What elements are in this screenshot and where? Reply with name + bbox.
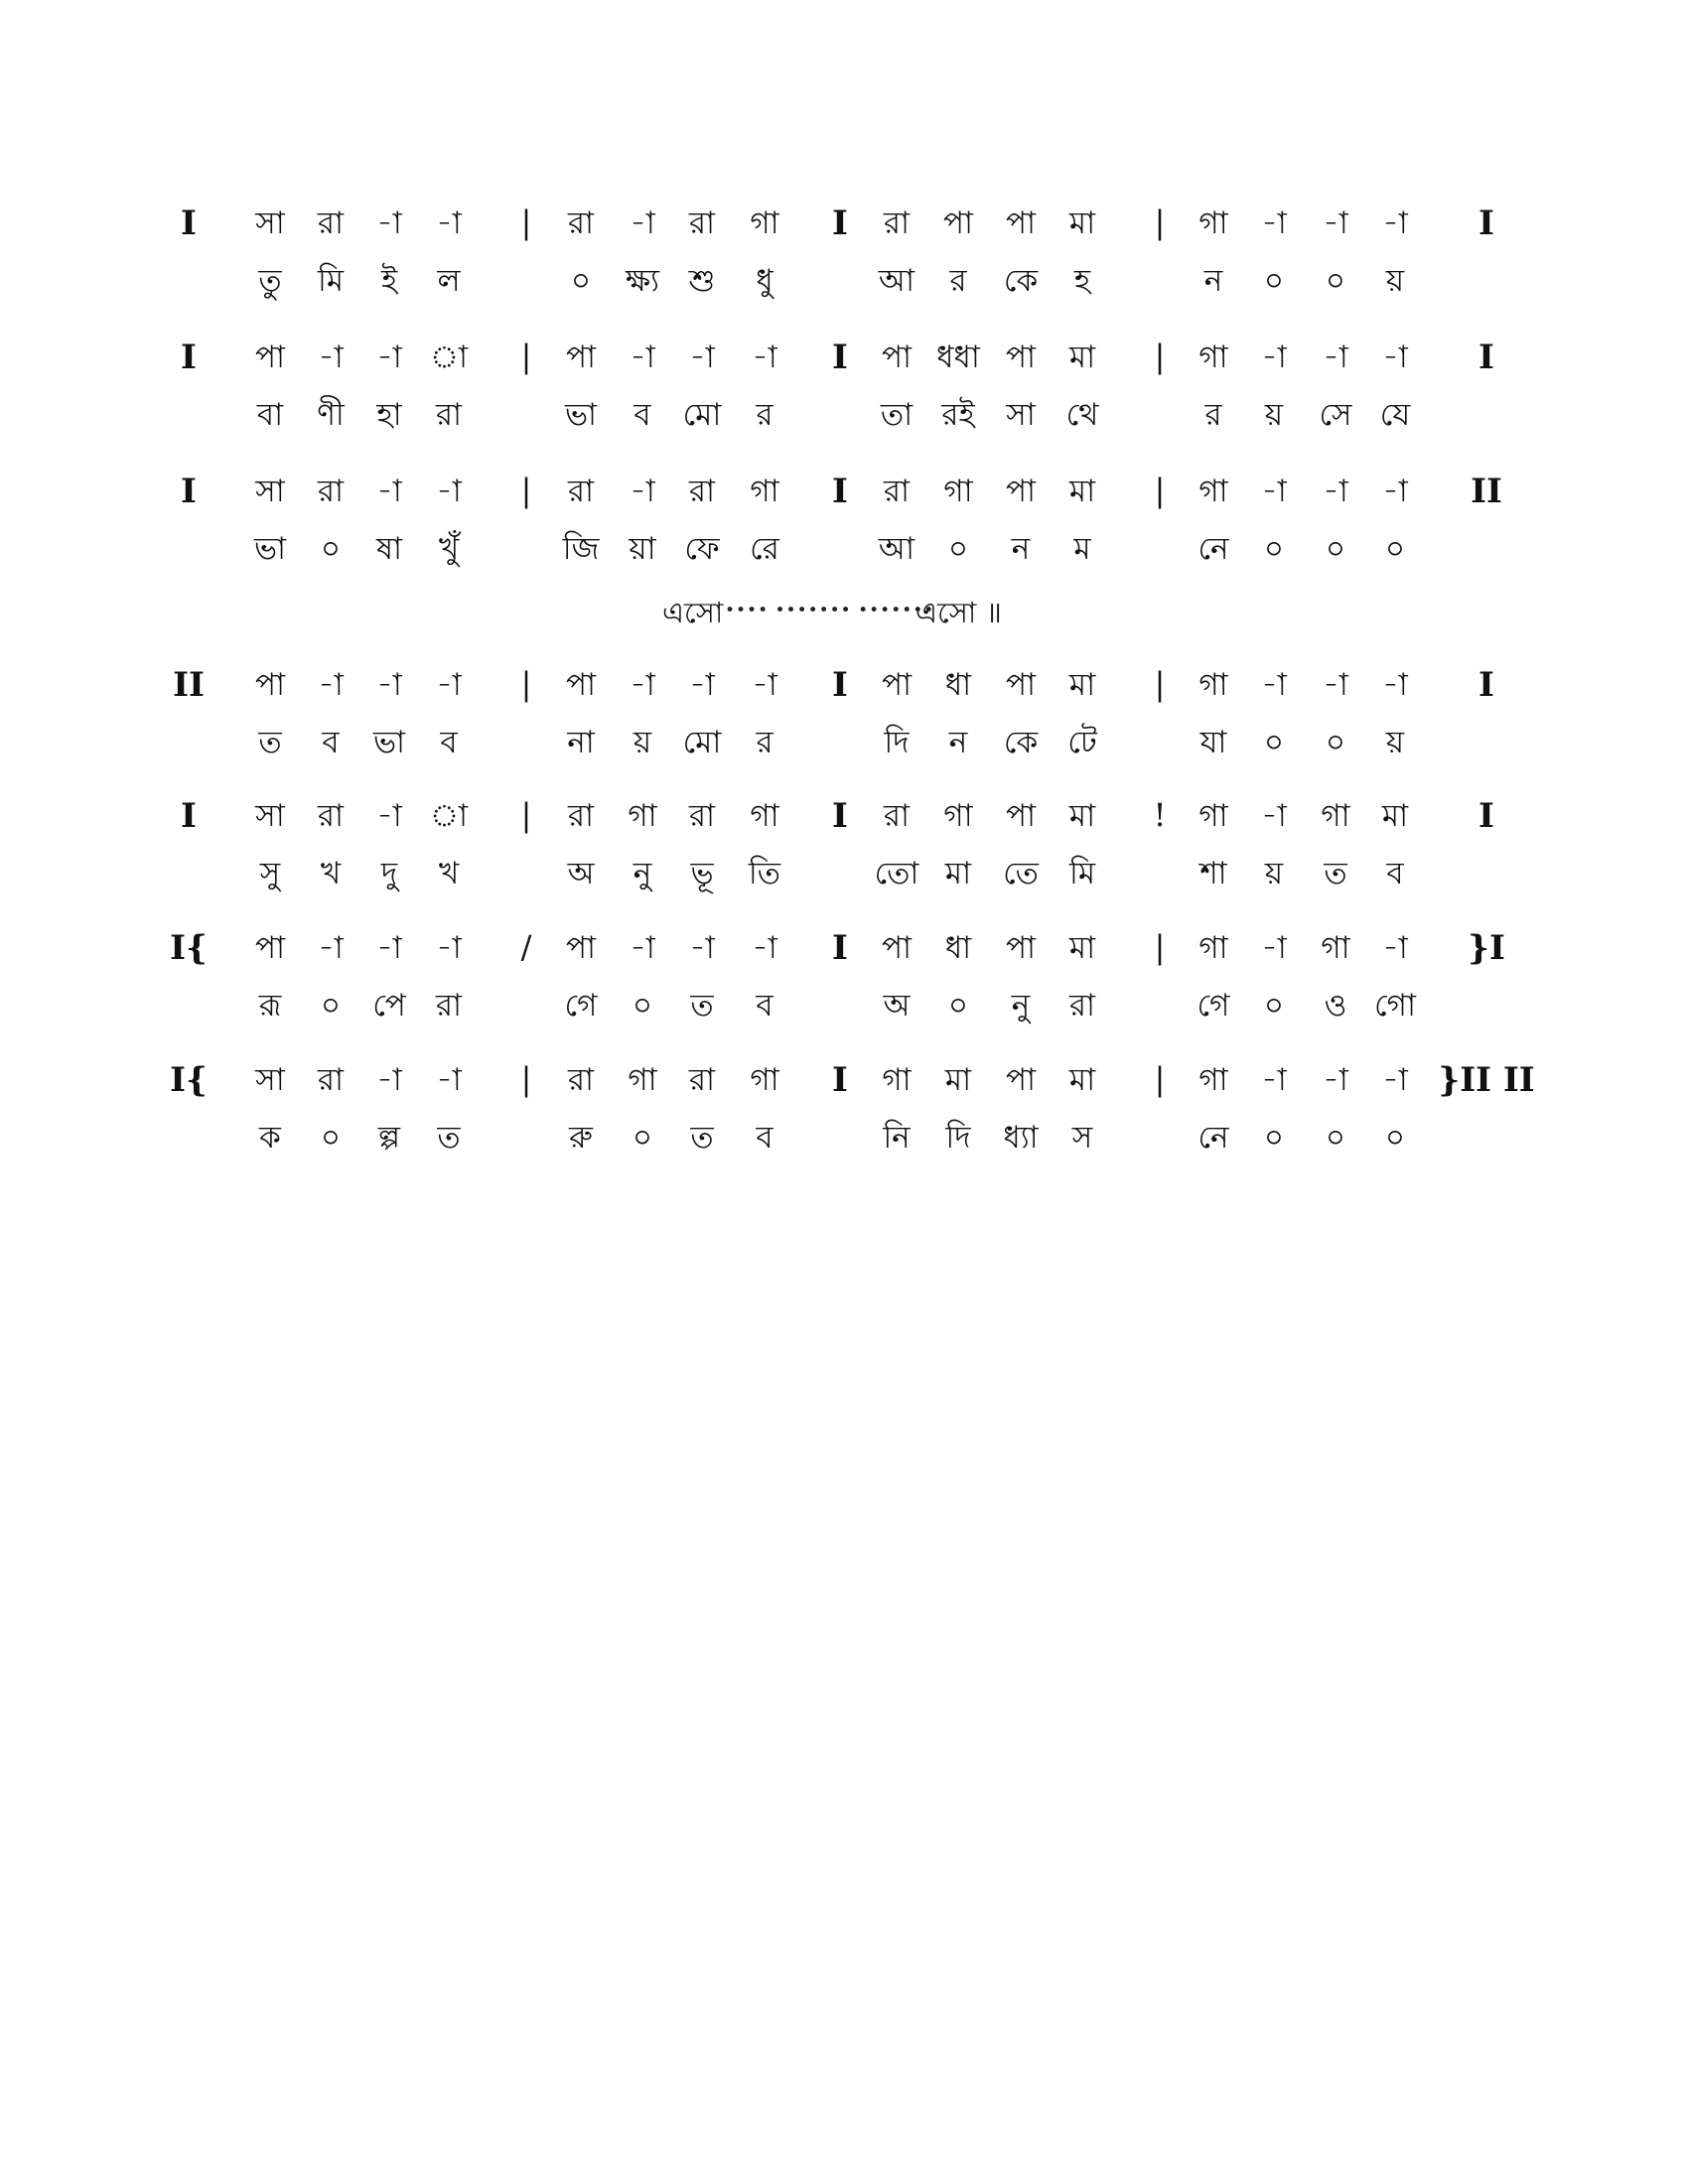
- swara-note: সা: [255, 205, 285, 241]
- lyric-syllable: ত: [258, 725, 282, 760]
- swara-note: রা: [567, 1062, 595, 1098]
- bar-line: |: [1154, 204, 1166, 241]
- bar-line: I: [832, 338, 848, 377]
- stanza-2: [0, 338, 1688, 462]
- lyric-syllable: ও: [1324, 988, 1347, 1024]
- swara-note: পা: [565, 340, 597, 375]
- swara-note: -া: [436, 930, 462, 966]
- swara-note: গা: [943, 474, 973, 509]
- lyric-syllable: নি: [883, 1120, 911, 1156]
- bar-line: |: [520, 338, 532, 375]
- lyric-syllable: ০: [1263, 531, 1285, 567]
- lyric-syllable: রই: [941, 397, 975, 433]
- lyric-syllable: নু: [633, 856, 652, 891]
- swara-note: পা: [1005, 340, 1037, 375]
- lyric-syllable: ন: [948, 725, 968, 760]
- swara-note: -া: [630, 667, 655, 703]
- bar-line: |: [520, 472, 532, 509]
- lyric-syllable: তো: [874, 856, 919, 891]
- swara-note: -া: [1323, 1062, 1348, 1098]
- swara-note: -া: [376, 1062, 402, 1098]
- swara-note: -া: [1382, 340, 1408, 375]
- lyric-syllable: তা: [880, 397, 914, 433]
- swara-note: সা: [255, 798, 285, 834]
- swara-note: রা: [688, 1062, 716, 1098]
- swara-note: -া: [436, 1062, 462, 1098]
- lyric-syllable: র: [1204, 397, 1222, 433]
- interlude-start-word: এসো: [662, 596, 724, 629]
- swara-note: পা: [881, 340, 913, 375]
- lyric-syllable: ০: [320, 988, 342, 1024]
- lyric-syllable: হা: [376, 397, 402, 433]
- bar-line: I: [832, 796, 848, 836]
- lyric-syllable: ম: [1073, 531, 1091, 567]
- swara-note: -া: [630, 340, 655, 375]
- swara-note: পা: [254, 340, 286, 375]
- bar-line: I: [181, 204, 197, 243]
- lyric-syllable: ত: [1324, 856, 1347, 891]
- swara-note: -া: [1261, 930, 1287, 966]
- swara-note: গা: [1198, 474, 1228, 509]
- bar-line: I: [832, 928, 848, 968]
- lyric-syllable: ০: [632, 1120, 653, 1156]
- swara-note: মা: [944, 1062, 972, 1098]
- lyric-syllable: সা: [1006, 397, 1036, 433]
- swara-note: গা: [1198, 1062, 1228, 1098]
- lyric-syllable: মি: [1068, 856, 1096, 891]
- swara-note: গা: [750, 205, 779, 241]
- bar-line: I: [181, 796, 197, 836]
- bar-line: I: [832, 1060, 848, 1100]
- lyric-syllable: তু: [258, 263, 282, 299]
- swara-note: -া: [376, 205, 402, 241]
- stanza-6: [0, 928, 1688, 1052]
- swara-note: -া: [752, 930, 777, 966]
- swara-note: -া: [1261, 205, 1287, 241]
- swara-note: -া: [1382, 205, 1408, 241]
- swara-note: গা: [1198, 205, 1228, 241]
- bar-line: |: [1154, 1060, 1166, 1098]
- swara-note: পা: [1005, 667, 1037, 703]
- lyric-syllable: ০: [1325, 1120, 1346, 1156]
- lyric-syllable: ভা: [564, 397, 598, 433]
- lyric-syllable: ০: [1263, 988, 1285, 1024]
- bar-line: }II II: [1438, 1060, 1535, 1100]
- lyric-syllable: ০: [632, 988, 653, 1024]
- bar-line: I: [1478, 204, 1494, 243]
- lyric-syllable: ল: [437, 263, 461, 299]
- swara-note: -া: [1261, 340, 1287, 375]
- lyric-syllable: ফে: [684, 531, 720, 567]
- lyric-syllable: যা: [1199, 725, 1227, 760]
- lyric-syllable: দি: [884, 725, 910, 760]
- lyric-syllable: ০: [1325, 531, 1346, 567]
- swara-note: পা: [1005, 930, 1037, 966]
- lyric-syllable: নে: [1197, 1120, 1229, 1156]
- bar-line: |: [1154, 928, 1166, 966]
- lyric-syllable: আ: [878, 531, 915, 567]
- lyric-syllable: নু: [1011, 988, 1031, 1024]
- swara-note: মা: [1068, 930, 1096, 966]
- swara-note: রা: [688, 474, 716, 509]
- lyric-syllable: থে: [1065, 397, 1099, 433]
- swara-note: -া: [1382, 667, 1408, 703]
- bar-line: I: [181, 472, 197, 511]
- swara-note: মা: [1068, 340, 1096, 375]
- lyric-syllable: ন: [1011, 531, 1031, 567]
- swara-note: -া: [376, 340, 402, 375]
- lyric-syllable: রা: [435, 988, 463, 1024]
- swara-note: -া: [436, 474, 462, 509]
- bar-line: |: [520, 204, 532, 241]
- lyric-syllable: ব: [756, 1120, 774, 1156]
- stanza-4: [0, 665, 1688, 789]
- bar-line: |: [1154, 665, 1166, 703]
- lyric-syllable: তি: [748, 856, 781, 891]
- lyric-syllable: স: [1071, 1120, 1093, 1156]
- lyric-syllable: ০: [947, 531, 969, 567]
- lyric-syllable: বা: [256, 397, 284, 433]
- bar-line: |: [520, 1060, 532, 1098]
- lyric-syllable: রে: [750, 531, 779, 567]
- lyric-syllable: ত: [690, 988, 714, 1024]
- lyric-syllable: না: [567, 725, 595, 760]
- swara-note: মা: [1381, 798, 1409, 834]
- swara-note: পা: [881, 667, 913, 703]
- stanza-5: [0, 796, 1688, 920]
- swara-note: মা: [1068, 1062, 1096, 1098]
- swara-note: -া: [630, 930, 655, 966]
- lyric-syllable: মি: [317, 263, 345, 299]
- bar-line: I: [1478, 665, 1494, 705]
- lyric-syllable: ব: [440, 725, 458, 760]
- swara-note: পা: [565, 667, 597, 703]
- lyric-syllable: য়: [633, 725, 652, 760]
- swara-note: -া: [689, 340, 715, 375]
- swara-note: মা: [1068, 205, 1096, 241]
- bar-line: |: [1154, 338, 1166, 375]
- swara-note: গা: [1321, 930, 1350, 966]
- swara-note: -া: [1323, 340, 1348, 375]
- swara-note: রা: [567, 474, 595, 509]
- lyric-syllable: ন: [1203, 263, 1223, 299]
- swara-note: -া: [1261, 798, 1287, 834]
- lyric-syllable: রা: [1068, 988, 1096, 1024]
- bar-line: I: [1478, 796, 1494, 836]
- bar-line: I: [181, 338, 197, 377]
- swara-note: গা: [1198, 667, 1228, 703]
- lyric-syllable: র: [949, 263, 967, 299]
- swara-note: পা: [565, 930, 597, 966]
- swara-note: -া: [318, 667, 344, 703]
- stanza-3: [0, 472, 1688, 596]
- swara-note: সা: [255, 474, 285, 509]
- lyric-syllable: আ: [878, 263, 915, 299]
- lyric-syllable: শা: [1199, 856, 1227, 891]
- bar-line: !: [1153, 796, 1167, 834]
- lyric-syllable: গো: [1374, 988, 1416, 1024]
- swara-note: গা: [750, 474, 779, 509]
- bar-line: }I: [1468, 928, 1505, 968]
- lyric-syllable: মা: [944, 856, 972, 891]
- swara-note: গা: [628, 798, 657, 834]
- lyric-syllable: দু: [380, 856, 398, 891]
- lyric-syllable: সু: [259, 856, 281, 891]
- lyric-syllable: ক: [259, 1120, 281, 1156]
- interlude-line: [0, 596, 1688, 638]
- lyric-syllable: ই: [380, 263, 398, 299]
- lyric-syllable: র: [756, 725, 774, 760]
- lyric-syllable: রা: [435, 397, 463, 433]
- swara-note: -া: [376, 930, 402, 966]
- bar-line: I: [832, 204, 848, 243]
- lyric-syllable: ধ্যা: [1003, 1120, 1039, 1156]
- lyric-syllable: ০: [1384, 1120, 1406, 1156]
- lyric-syllable: ০: [1263, 725, 1285, 760]
- bar-line: II: [173, 665, 205, 705]
- lyric-syllable: ভা: [253, 531, 287, 567]
- swara-note: গা: [1198, 798, 1228, 834]
- swara-note: -া: [1323, 667, 1348, 703]
- lyric-syllable: ব: [633, 397, 651, 433]
- lyric-syllable: অ: [883, 988, 911, 1024]
- lyric-syllable: সে: [1319, 397, 1352, 433]
- swara-note: রা: [317, 474, 345, 509]
- swara-note: রা: [317, 1062, 345, 1098]
- lyric-syllable: ব: [1386, 856, 1404, 891]
- interlude-dots: •••• ••••••• •••••••: [725, 601, 935, 620]
- lyric-syllable: ব: [322, 725, 340, 760]
- lyric-syllable: ধু: [756, 263, 774, 299]
- swara-note: া: [429, 340, 469, 375]
- swara-note: রা: [883, 205, 911, 241]
- stanza-7: [0, 1060, 1688, 1184]
- swara-note: -া: [1382, 930, 1408, 966]
- swara-note: -া: [1382, 1062, 1408, 1098]
- bar-line: I: [832, 472, 848, 511]
- lyric-syllable: ০: [570, 263, 592, 299]
- swara-note: ধা: [944, 930, 972, 966]
- swara-note: পা: [254, 667, 286, 703]
- bar-line: I: [832, 665, 848, 705]
- lyric-syllable: ব: [756, 988, 774, 1024]
- swara-note: রা: [317, 798, 345, 834]
- lyric-syllable: ণী: [317, 397, 345, 433]
- lyric-syllable: খুঁ: [438, 531, 460, 567]
- lyric-syllable: র: [756, 397, 774, 433]
- swara-note: রা: [688, 205, 716, 241]
- swara-note: -া: [1261, 667, 1287, 703]
- lyric-syllable: যে: [1379, 397, 1411, 433]
- swara-note: মা: [1068, 667, 1096, 703]
- swara-note: রা: [883, 798, 911, 834]
- swara-note: গা: [943, 798, 973, 834]
- swara-note: রা: [688, 798, 716, 834]
- swara-note: -া: [436, 667, 462, 703]
- swara-note: মা: [1068, 798, 1096, 834]
- lyric-syllable: খ: [320, 856, 342, 891]
- lyric-syllable: গে: [1196, 988, 1230, 1024]
- swara-note: পা: [881, 930, 913, 966]
- lyric-syllable: ভূ: [690, 856, 714, 891]
- lyric-syllable: য়: [1385, 263, 1405, 299]
- lyric-syllable: ত: [437, 1120, 461, 1156]
- swara-note: -া: [689, 667, 715, 703]
- swara-note: গা: [1321, 798, 1350, 834]
- swara-note: -া: [1261, 474, 1287, 509]
- swara-note: পা: [254, 930, 286, 966]
- swara-note: -া: [689, 930, 715, 966]
- lyric-syllable: গে: [564, 988, 598, 1024]
- swara-note: -া: [1323, 474, 1348, 509]
- lyric-syllable: জি: [562, 531, 600, 567]
- swara-note: পা: [942, 205, 974, 241]
- lyric-syllable: ক্ষ্য: [625, 263, 660, 299]
- swara-note: গা: [1198, 340, 1228, 375]
- lyric-syllable: য়া: [629, 531, 656, 567]
- lyric-syllable: নে: [1197, 531, 1229, 567]
- lyric-syllable: রু: [569, 1120, 593, 1156]
- bar-line: I{: [170, 1060, 208, 1100]
- lyric-syllable: দি: [945, 1120, 971, 1156]
- lyric-syllable: মো: [682, 725, 722, 760]
- swara-note: গা: [750, 798, 779, 834]
- swara-note: -া: [376, 798, 402, 834]
- bar-line: II: [1471, 472, 1502, 511]
- lyric-syllable: পে: [372, 988, 406, 1024]
- lyric-syllable: ০: [1325, 263, 1346, 299]
- swara-note: গা: [882, 1062, 912, 1098]
- lyric-syllable: শু: [688, 263, 716, 299]
- swara-note: মা: [1068, 474, 1096, 509]
- bar-line: |: [520, 796, 532, 834]
- lyric-syllable: ০: [1263, 1120, 1285, 1156]
- lyric-syllable: য়: [1264, 856, 1284, 891]
- swara-note: -া: [1261, 1062, 1287, 1098]
- swara-note: া: [429, 798, 469, 834]
- bar-line: |: [1154, 472, 1166, 509]
- swara-note: -া: [752, 340, 777, 375]
- lyric-syllable: তে: [1003, 856, 1039, 891]
- interlude-end-word: এসো ॥: [915, 596, 1002, 629]
- lyric-syllable: ০: [320, 531, 342, 567]
- swara-note: গা: [750, 1062, 779, 1098]
- lyric-syllable: ভা: [372, 725, 406, 760]
- swara-note: পা: [1005, 798, 1037, 834]
- swara-note: -া: [318, 930, 344, 966]
- swara-note: রা: [317, 205, 345, 241]
- swara-note: -া: [318, 340, 344, 375]
- swara-note: গা: [628, 1062, 657, 1098]
- bar-line: /: [520, 928, 532, 966]
- swara-note: পা: [1005, 205, 1037, 241]
- swara-note: -া: [1382, 474, 1408, 509]
- lyric-syllable: কে: [1003, 725, 1039, 760]
- lyric-syllable: অ: [567, 856, 595, 891]
- swara-note: পা: [1005, 474, 1037, 509]
- lyric-syllable: ০: [947, 988, 969, 1024]
- swara-note: ধধা: [936, 340, 980, 375]
- lyric-syllable: ০: [1384, 531, 1406, 567]
- lyric-syllable: খ: [438, 856, 460, 891]
- swara-note: ধা: [944, 667, 972, 703]
- lyric-syllable: ০: [320, 1120, 342, 1156]
- swara-note: রা: [567, 205, 595, 241]
- lyric-syllable: য়: [1385, 725, 1405, 760]
- lyric-syllable: ০: [1325, 725, 1346, 760]
- lyric-syllable: মো: [682, 397, 722, 433]
- swara-note: পা: [1005, 1062, 1037, 1098]
- swara-note: -া: [436, 205, 462, 241]
- lyric-syllable: কে: [1003, 263, 1039, 299]
- lyric-syllable: টে: [1067, 725, 1097, 760]
- lyric-syllable: ল্প: [377, 1120, 401, 1156]
- stanza-1: [0, 204, 1688, 328]
- lyric-syllable: হ: [1073, 263, 1091, 299]
- lyric-syllable: ষা: [375, 531, 403, 567]
- swara-note: সা: [255, 1062, 285, 1098]
- lyric-syllable: ত: [690, 1120, 714, 1156]
- swara-note: -া: [376, 474, 402, 509]
- swara-note: -া: [630, 474, 655, 509]
- swara-note: রা: [567, 798, 595, 834]
- lyric-syllable: য়: [1264, 397, 1284, 433]
- bar-line: I: [1478, 338, 1494, 377]
- swara-note: -া: [630, 205, 655, 241]
- bar-line: I{: [170, 928, 208, 968]
- swara-note: রা: [883, 474, 911, 509]
- swara-note: -া: [1323, 205, 1348, 241]
- swara-note: -া: [376, 667, 402, 703]
- swara-note: -া: [752, 667, 777, 703]
- lyric-syllable: রূ: [258, 988, 282, 1024]
- bar-line: |: [520, 665, 532, 703]
- swara-note: গা: [1198, 930, 1228, 966]
- lyric-syllable: ০: [1263, 263, 1285, 299]
